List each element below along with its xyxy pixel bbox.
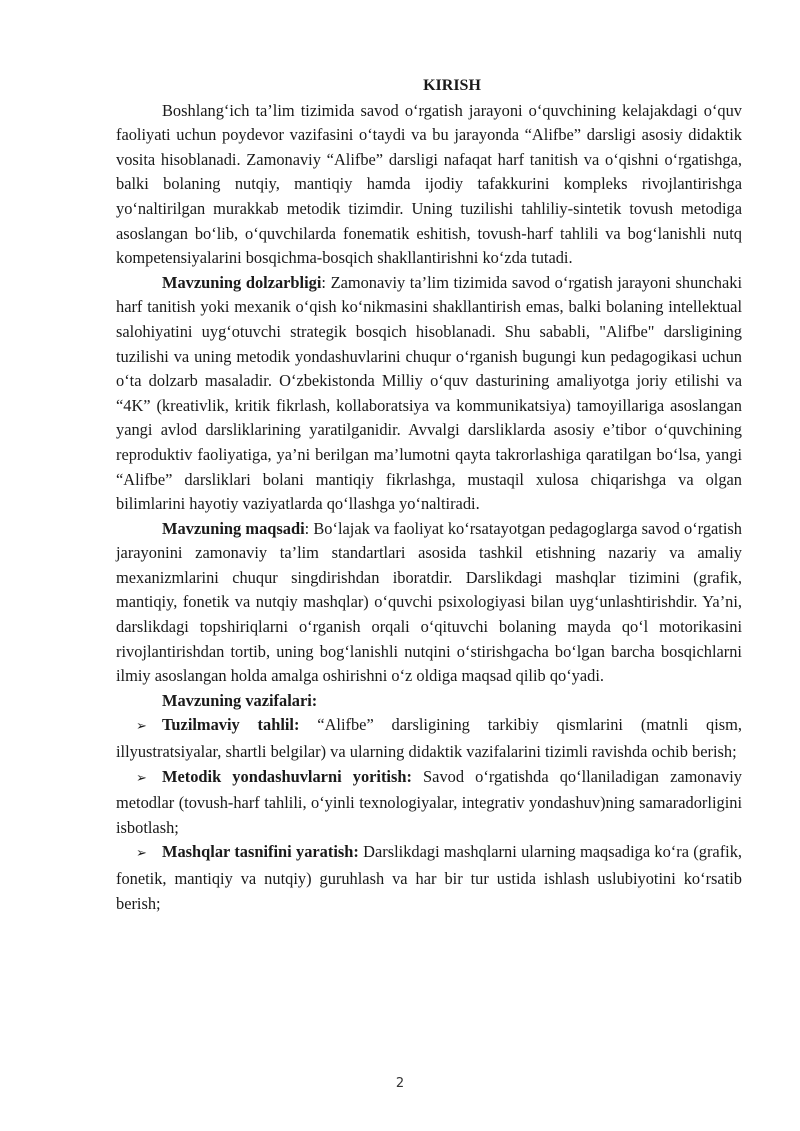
page-number: 2 bbox=[395, 1076, 405, 1091]
relevance-text: : Zamonaviy ta’lim tizimida savod o‘rgatish jarayoni shunchaki harf tanitish yoki mexanik o‘qish ko‘nikmasini shakllantirish emas, balki bolaning intellektual salohiyatini uyg‘otuvchi strategik bosqich hisoblanadi. Shu sababli, "Alifbe" darsligining tuzilishi va uning metodik yondashuvlarini chuqur o‘rganish bugungi kun pedagogikasi uchun o‘ta dolzarb masaladir. O‘zbekistonda Milliy o‘quv dasturining amaliyotga joriy etilishi va “4K” (kreativlik, kritik fikrlash, kollaboratsiya va kommunikatsiya) tamoyillariga asoslangan yangi avlod darsliklarining yaratilganidir. Avvalgi darsliklarda asosiy e’tibor o‘quvchining reproduktiv faoliyatiga, ya’ni berilgan ma’lumotni qayta takrorlashiga qaratilgan bo‘lsa, yangi “Alifbe” darsliklari bolani mantiqiy fikrlashga, mustaqil xulosa chiqarishga va olgan bilimlarini hayotiy vaziyatlarda qo‘llashga yo‘naltiradi. bbox=[116, 272, 742, 514]
document-title: KIRISH bbox=[423, 77, 481, 94]
document-page bbox=[116, 74, 742, 916]
task-text: Savod o‘rgatishda qo‘llaniladigan zamonaviy metodlar (tovush-harf tahlili, o‘yinli texnologiyalar, integrativ yondashuv)ning samaradorligini isbotlash; bbox=[116, 766, 742, 837]
relevance-paragraph bbox=[116, 271, 742, 517]
task-label: Mashqlar tasnifini yaratish: bbox=[162, 842, 359, 862]
goal-text: : Bo‘lajak va faoliyat ko‘rsatayotgan pedagoglarga savod o‘rgatish jarayonini zamonaviy ta’lim standartlari asosida tashkil etishning nazariy va amaliy mexanizmlarini chuqur singdirishdan iboratdir. Darslikdagi mashqlar tizimini (grafik, mantiqiy, fonetik va nutqiy mashqlar) o‘quvchi psixologiyasi bilan uyg‘unlashtirishdir. Ya’ni, darslikdagi topshiriqlarni o‘rganish orqali o‘qituvchi bolaning mayda qo‘l motorikasini rivojlantirishdan tortib, uning bog‘lanishli nutqini o‘stirishgacha bo‘lgan barcha bosqichlarni ilmiy asoslangan holda amalga oshirishni o‘z oldiga maqsad qilib qo‘yadi. bbox=[116, 518, 742, 686]
task-text: “Alifbe” darsligining tarkibiy qismlarini (matnli qism, illyustratsiyalar, shartli belgilar) va ularning didaktik vazifalarini tizimli ravishda ochib berish; bbox=[116, 715, 742, 762]
goal-label: Mavzuning maqsadi bbox=[162, 518, 305, 538]
task-item bbox=[116, 840, 742, 916]
task-text: Darslikdagi mashqlarni ularning maqsadiga ko‘ra (grafik, fonetik, mantiqiy va nutqiy) guruhlash va har bir tur ustida ishlash uslubiyotini ko‘rsatib berish; bbox=[116, 842, 742, 913]
intro-paragraph: Boshlang‘ich ta’lim tizimida savod o‘rgatish jarayoni o‘quvchining kelajakdagi o‘quv faoliyati uchun poydevor vazifasini o‘taydi va bu jarayonda “Alifbe” darsligi asosiy didaktik vosita hisoblanadi. Zamonaviy “Alifbe” darsligi nafaqat harf tanitish va o‘qishni o‘rgatishga, balki bolaning nutqiy, mantiqiy hamda ijodiy tafakkurini kompleks rivojlantirishga yo‘naltirilgan murakkab metodik tizimdir. Uning tuzilishi tahliliy-sintetik tovush metodiga asoslangan bo‘lib, o‘quvchilarda fonematik eshitish, tovush-harf tahlili va bog‘lanishli nutq kompetensiyalarini bosqichma-bosqich shakllantirishni ko‘zda tutadi. bbox=[116, 100, 742, 268]
arrowhead-bullet-icon: ➢ bbox=[136, 846, 147, 862]
relevance-label: Mavzuning dolzarbligi bbox=[162, 272, 322, 292]
arrowhead-bullet-icon: ➢ bbox=[136, 770, 147, 786]
task-item bbox=[116, 765, 742, 841]
tasks-heading: Mavzuning vazifalari: bbox=[162, 690, 318, 710]
task-item bbox=[116, 713, 742, 764]
arrowhead-bullet-icon: ➢ bbox=[136, 719, 147, 735]
task-label: Tuzilmaviy tahlil: bbox=[162, 715, 300, 735]
task-label: Metodik yondashuvlarni yoritish: bbox=[162, 766, 412, 786]
goal-paragraph bbox=[116, 517, 742, 689]
